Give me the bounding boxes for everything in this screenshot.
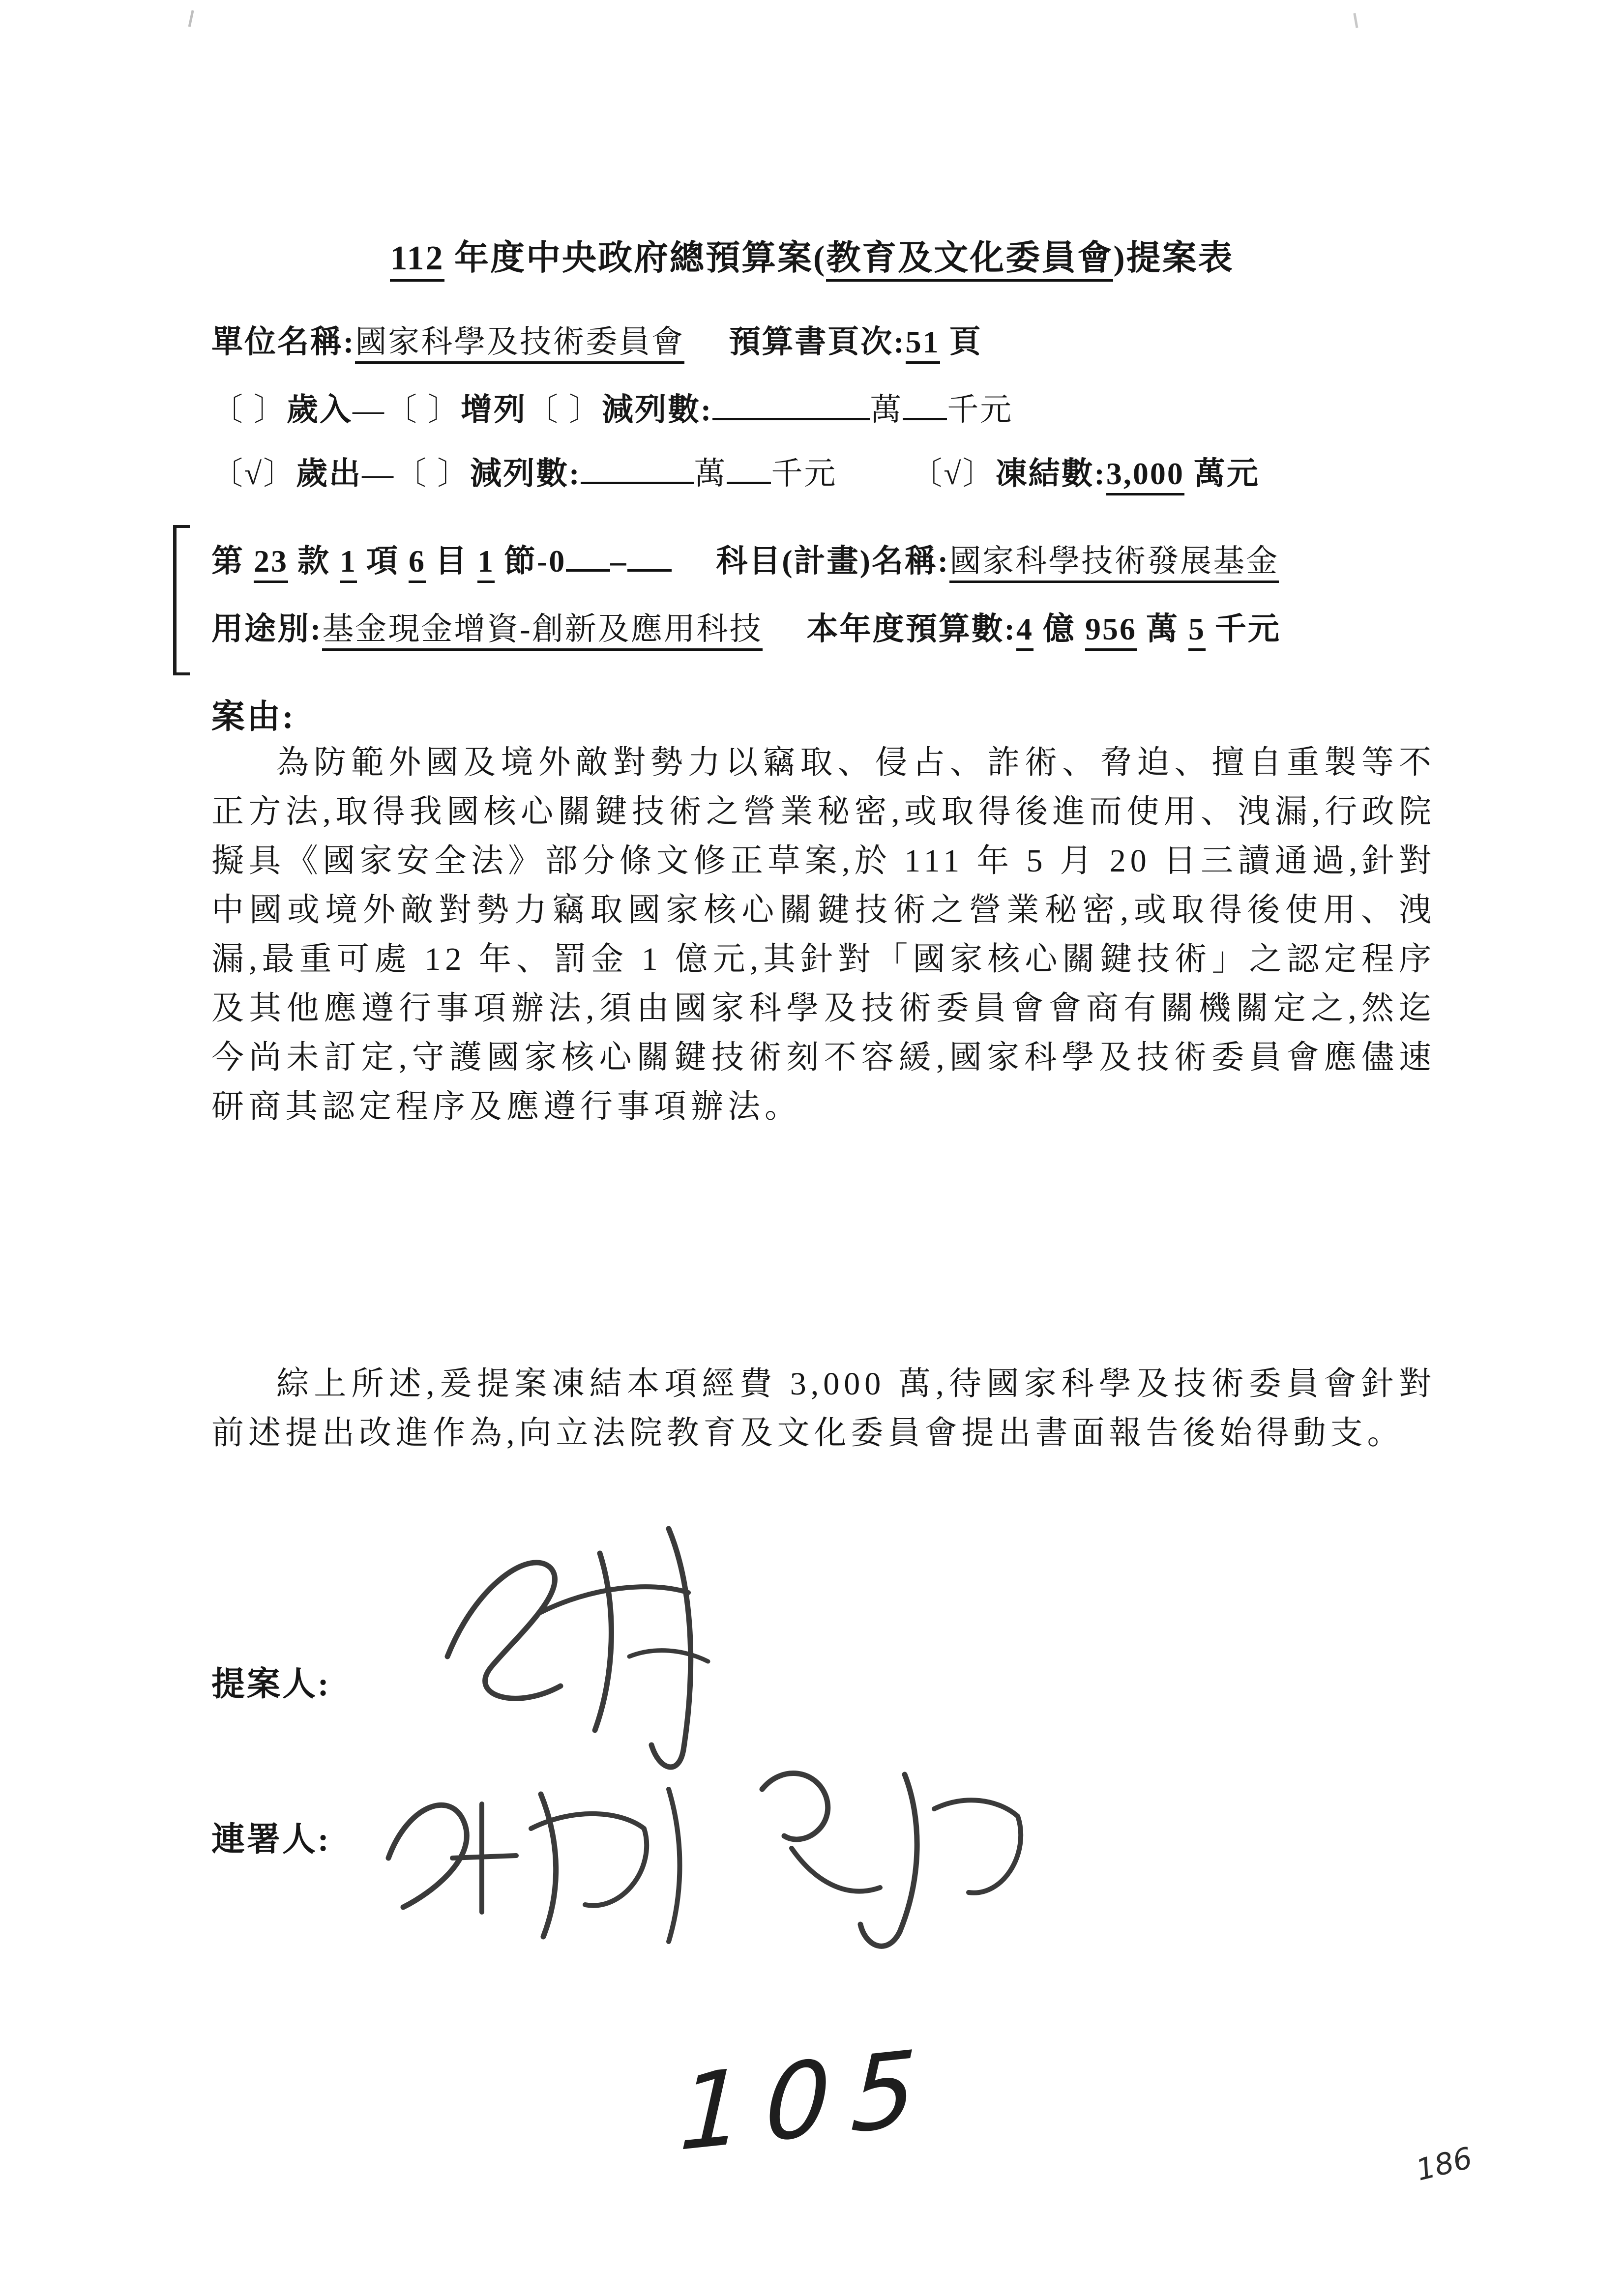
item-num4: 1	[477, 544, 495, 583]
scan-artifact	[188, 10, 200, 29]
page-number: 186	[1413, 2141, 1476, 2188]
title-tail: )提案表	[1113, 239, 1234, 277]
unit-qianyuan: 千元	[771, 456, 837, 491]
budget-v1: 4	[1016, 611, 1033, 651]
blank-code-field	[627, 543, 672, 572]
item-seg5: 節-0	[495, 544, 566, 579]
cosigner-signatures	[354, 1730, 1101, 1996]
reason-paragraph-1: 為防範外國及境外敵對勢力以竊取、侵占、詐術、脅迫、擅自重製等不正方法,取得我國核心關鍵技術之營業秘密,或取得後進而使用、洩漏,行政院擬具《國家安全法》部分條文修正草案,於 111 年 5 月 20 日三讀通過,針對中國或境外敵對勢力竊取國家核心關鍵技術之營業秘密,或取得後使用、洩漏,最重可處 12 年、罰金 1 億元,其針對「國家核心關鍵技術」之認定程序及其他應遵行事項辦法,須由國家科學及技術委員會會商有關機關定之,然迄今尚未訂定,守護國家核心關鍵技術刻不容緩,國家科學及技術委員會應儘速研商其認定程序及應遵行事項辦法。	[211, 745, 1436, 1125]
revenue-label: 歲入	[287, 392, 353, 427]
budget-page-label: 預算書頁次:	[729, 324, 906, 359]
freeze-value: 3,000	[1106, 456, 1184, 495]
budget-u1: 億	[1033, 611, 1085, 646]
expense-line	[211, 448, 1260, 494]
item-seg1: 第	[211, 544, 254, 579]
unit-wan: 萬	[870, 392, 903, 427]
scan-artifact	[1347, 13, 1358, 29]
budget-u2: 萬	[1136, 611, 1188, 646]
checkbox-freeze-checked: 〔√〕	[911, 456, 996, 491]
subject-label: 科目(計畫)名稱:	[716, 544, 950, 579]
usage-value: 基金現金增資-創新及應用科技	[322, 611, 762, 651]
item-seg4: 目	[426, 544, 477, 579]
unit-wan: 萬	[694, 456, 727, 491]
checkbox-revenue: 〔 〕	[211, 392, 287, 427]
checkbox-expense-checked: 〔√〕	[211, 456, 296, 491]
unit-label: 單位名稱:	[211, 324, 355, 359]
budget-u3: 千元	[1205, 611, 1281, 646]
subject-value: 國家科學技術發展基金	[949, 544, 1279, 583]
item-num1: 23	[254, 544, 288, 583]
revenue-line	[211, 384, 1013, 430]
checkbox-decrease: 〔 〕	[395, 456, 471, 491]
unit-qianyuan: 千元	[947, 392, 1013, 427]
handwritten-number: 105	[677, 2026, 939, 2175]
item-dash-mid: –	[610, 544, 628, 579]
title-year: 112	[390, 239, 444, 282]
budget-v2: 956	[1085, 611, 1137, 651]
section-bracket	[173, 525, 190, 675]
checkbox-decrease: 〔 〕	[527, 392, 602, 427]
decrease-label: 減列數:	[602, 392, 713, 427]
usage-line	[211, 604, 1281, 649]
unit-line	[211, 317, 982, 362]
item-num2: 1	[340, 544, 357, 583]
budget-page-unit: 頁	[940, 324, 982, 359]
unit-name-value: 國家科學及技術委員會	[355, 324, 684, 364]
checkbox-increase: 〔 〕	[385, 392, 461, 427]
blank-amount-field	[712, 392, 870, 420]
blank-amount-field	[727, 456, 771, 484]
freeze-unit: 萬元	[1184, 456, 1260, 491]
freeze-label: 凍結數:	[995, 456, 1106, 491]
item-seg3: 項	[357, 544, 409, 579]
title-committee: 教育及文化委員會	[826, 239, 1113, 282]
item-num3: 6	[409, 544, 426, 583]
dash: —	[353, 392, 385, 427]
blank-amount-field	[903, 392, 947, 420]
proposer-label: 提案人:	[211, 1665, 331, 1703]
blank-amount-field	[581, 456, 694, 484]
usage-label: 用途別:	[211, 611, 323, 646]
item-line	[211, 536, 1279, 581]
cosigner-label: 連署人:	[211, 1821, 331, 1858]
budget-amount-label: 本年度預算數:	[806, 611, 1016, 646]
expense-label: 歲出	[296, 456, 362, 491]
budget-page-value: 51	[906, 324, 940, 364]
increase-label: 增列	[461, 392, 527, 427]
budget-v3: 5	[1188, 611, 1206, 651]
decrease-label: 減列數:	[470, 456, 581, 491]
item-seg2: 款	[288, 544, 340, 579]
blank-code-field	[566, 543, 610, 572]
dash: —	[362, 456, 395, 491]
title-mid: 年度中央政府總預算案(	[444, 239, 827, 277]
reason-heading: 案由:	[211, 698, 295, 735]
reason-paragraph-2: 綜上所述,爰提案凍結本項經費 3,000 萬,待國家科學及技術委員會針對前述提出改進作為,向立法院教育及文化委員會提出書面報告後始得動支。	[211, 1366, 1436, 1451]
document-title	[0, 230, 1624, 280]
